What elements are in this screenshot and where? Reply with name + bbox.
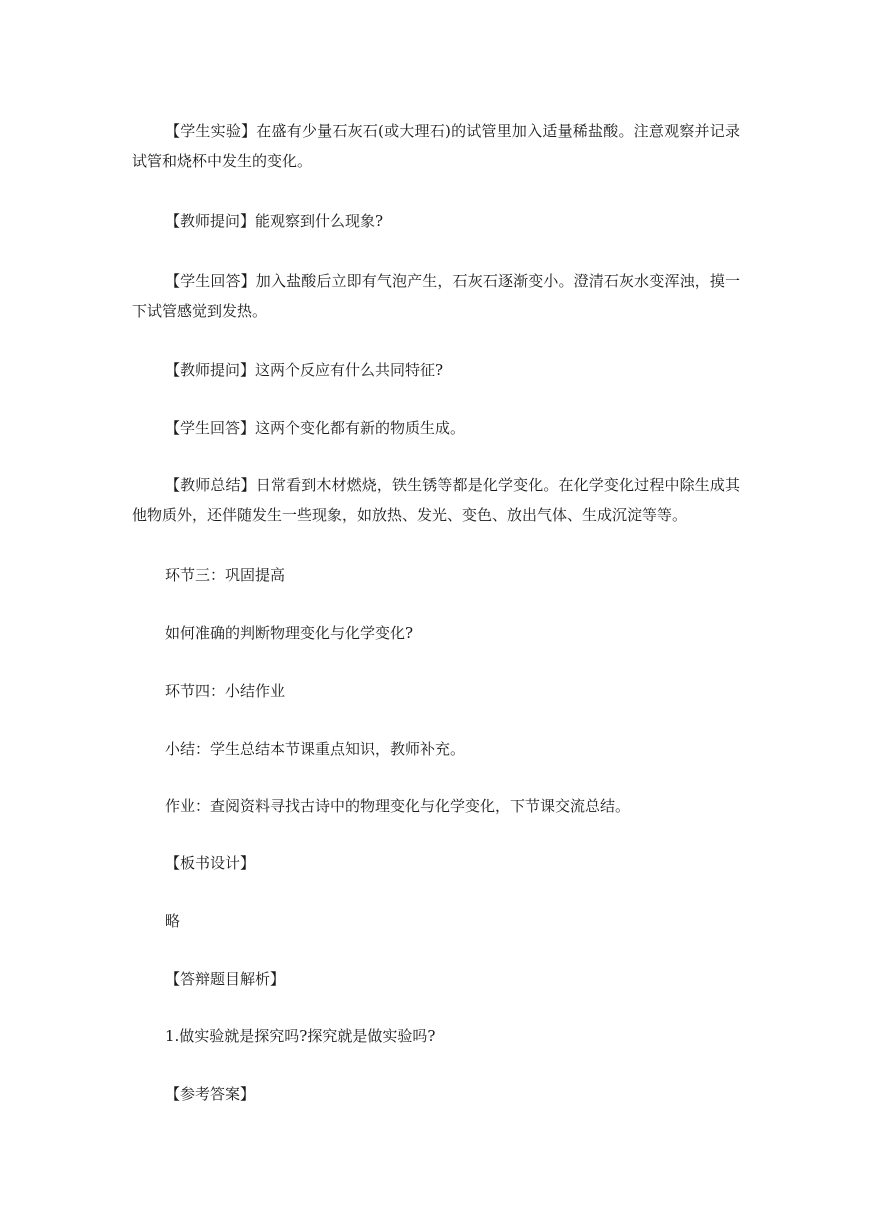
heading-reference-answer: 【参考答案】 (165, 1085, 256, 1103)
paragraph-teacher-question-2: 【教师提问】这两个反应有什么共同特征? (165, 361, 444, 379)
paragraph-homework: 作业：查阅资料寻找古诗中的物理变化与化学变化，下节课交流总结。 (165, 797, 631, 815)
paragraph-question: 如何准确的判断物理变化与化学变化? (165, 624, 414, 642)
heading-board-design: 【板书设计】 (165, 854, 256, 872)
paragraph-teacher-question-1: 【教师提问】能观察到什么现象? (165, 212, 384, 230)
section-heading-3: 环节三：巩固提高 (165, 566, 286, 584)
paragraph-student-answer-1: 【学生回答】加入盐酸后立即有气泡产生，石灰石逐渐变小。澄清石灰水变浑浊，摸一下试管感觉到发热。 (132, 272, 740, 320)
paragraph-student-experiment: 【学生实验】在盛有少量石灰石(或大理石)的试管里加入适量稀盐酸。注意观察并记录试管和烧杯中发生的变化。 (132, 122, 740, 170)
paragraph-summary: 小结：学生总结本节课重点知识，教师补充。 (165, 740, 466, 758)
heading-defense-analysis: 【答辩题目解析】 (165, 970, 286, 988)
paragraph-teacher-summary: 【教师总结】日常看到木材燃烧，铁生锈等都是化学变化。在化学变化过程中除生成其他物质外，还伴随发生一些现象，如放热、发光、变色、放出气体、生成沉淀等等。 (132, 476, 740, 524)
paragraph-student-answer-2: 【学生回答】这两个变化都有新的物质生成。 (165, 419, 466, 437)
paragraph-omitted: 略 (165, 912, 181, 930)
paragraph-question-1: 1.做实验就是探究吗?探究就是做实验吗? (165, 1027, 436, 1045)
section-heading-4: 环节四：小结作业 (165, 682, 286, 700)
